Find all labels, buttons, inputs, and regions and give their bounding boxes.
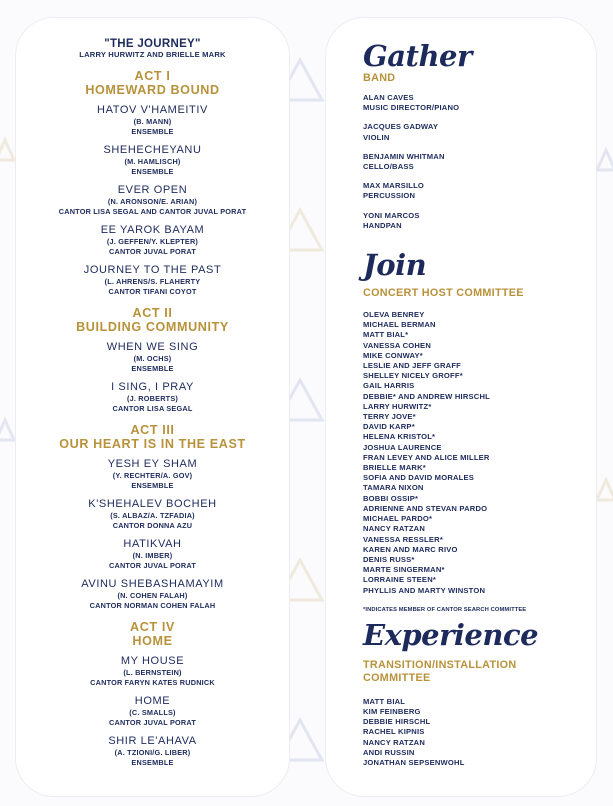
piece-title: K'SHEHALEV BOCHEH <box>88 498 217 510</box>
piece-performer: CANTOR FARYN KATES RUDNICK <box>90 678 215 687</box>
piece-title: HATIKVAH <box>123 538 182 550</box>
credits-panel <box>326 18 596 796</box>
committee-member: VANESSA RESSLER* <box>363 534 443 544</box>
member-name: ALAN CAVES <box>363 93 414 102</box>
piece-item <box>16 655 289 688</box>
program-panel <box>16 18 289 796</box>
act-block <box>16 69 289 297</box>
piece-item <box>16 538 289 571</box>
member-name: YONI MARCOS <box>363 210 420 220</box>
member-role: PERCUSSION <box>363 191 416 201</box>
committee-member: MATT BIAL* <box>363 330 409 340</box>
committee-member: KAREN AND MARC RIVO <box>363 544 458 554</box>
transition-committee-heading: TRANSITION/INSTALLATION COMMITTEE <box>363 658 517 684</box>
committee-member: VANESSA COHEN <box>363 340 431 350</box>
piece-title: EE YAROK BAYAM <box>100 224 205 236</box>
acts-list <box>16 69 289 768</box>
committee-member: LESLIE AND JEFF GRAFF <box>363 361 461 371</box>
band-member <box>363 93 586 113</box>
piece-title: JOURNEY TO THE PAST <box>83 264 222 276</box>
piece-item <box>16 695 289 728</box>
band-member <box>363 152 586 172</box>
act-number: ACT III <box>130 423 175 437</box>
piece-item <box>16 224 289 257</box>
piece-composer: (Y. RECHTER/A. GOV) <box>112 471 193 480</box>
committee-member: MARTE SINGERMAN* <box>363 565 445 575</box>
transition-committee-list <box>363 697 586 768</box>
committee-member: HELENA KRISTOL* <box>363 432 436 442</box>
piece-item <box>16 144 289 177</box>
piece-title: YESH EY SHAM <box>107 458 198 470</box>
act-name: HOME <box>132 634 173 648</box>
piece-performer: ENSEMBLE <box>131 364 174 373</box>
piece-title: HOME <box>134 695 171 707</box>
act-name: HOMEWARD BOUND <box>85 83 220 97</box>
committee-member: TAMARA NIXON <box>363 483 424 493</box>
committee-member: MICHAEL PARDO* <box>363 514 433 524</box>
piece-title: AVINU SHEBASHAMAYIM <box>81 578 224 590</box>
piece-item <box>16 458 289 491</box>
act-block <box>16 306 289 414</box>
act-number: ACT IV <box>130 620 175 634</box>
piece-performer: ENSEMBLE <box>131 127 174 136</box>
piece-title: I SING, I PRAY <box>111 381 194 393</box>
committee-member: LORRAINE STEEN* <box>363 575 437 585</box>
band-list <box>363 93 586 231</box>
piece-performer: CANTOR JUVAL PORAT <box>109 561 196 570</box>
piece-title: SHIR LE'AHAVA <box>108 735 197 747</box>
committee-member: GAIL HARRIS <box>363 381 415 391</box>
piece-item <box>16 498 289 531</box>
piece-composer: (M. OCHS) <box>133 354 172 363</box>
member-role: VIOLIN <box>363 132 390 142</box>
piece-title: MY HOUSE <box>120 655 185 667</box>
committee-member: TERRY JOVE* <box>363 412 416 422</box>
host-committee-list <box>363 310 586 596</box>
band-member <box>363 211 586 231</box>
piece-title: WHEN WE SING <box>106 341 199 353</box>
piece-composer: (A. TZIONI/G. LIBER) <box>114 748 191 757</box>
committee-member: FRAN LEVEY AND ALICE MILLER <box>363 452 490 462</box>
act-name: OUR HEART IS IN THE EAST <box>59 437 246 451</box>
committee-member: NANCY RATZAN <box>363 524 426 534</box>
piece-performer: CANTOR TIFANI COYOT <box>108 287 197 296</box>
committee-member: MIKE CONWAY* <box>363 350 423 360</box>
band-heading: BAND <box>363 72 396 84</box>
piece-composer: (M. HAMLISCH) <box>124 157 181 166</box>
piece-performer: CANTOR JUVAL PORAT <box>109 718 196 727</box>
piece-title: EVER OPEN <box>117 184 188 196</box>
act-block <box>16 423 289 611</box>
piece-performer: CANTOR LISA SEGAL <box>112 404 193 413</box>
piece-composer: (S. ALBAZ/A. TZFADIA) <box>110 511 195 520</box>
band-member <box>363 181 586 201</box>
member-name: BENJAMIN WHITMAN <box>363 151 445 161</box>
committee-member: LARRY HURWITZ* <box>363 401 432 411</box>
piece-item <box>16 184 289 217</box>
piece-title: HATOV V'HAMEITIV <box>97 104 208 116</box>
committee-member: DENIS RUSS* <box>363 554 415 564</box>
member-role: CELLO/BASS <box>363 162 414 172</box>
piece-item <box>16 264 289 297</box>
program-title: "THE JOURNEY" <box>104 38 201 50</box>
committee-member: ADRIENNE AND STEVAN PARDO <box>363 503 488 513</box>
experience-heading: Experience <box>363 617 539 652</box>
act-name: BUILDING COMMUNITY <box>76 320 229 334</box>
committee-member: SOFIA AND DAVID MORALES <box>363 473 475 483</box>
piece-composer: (J. GEFFEN/Y. KLEPTER) <box>106 237 199 246</box>
piece-performer: ENSEMBLE <box>131 481 174 490</box>
committee-member: JONATHAN SEPSENWOHL <box>363 757 465 767</box>
piece-composer: (N. COHEN FALAH) <box>117 591 188 600</box>
act-block <box>16 620 289 768</box>
piece-performer: CANTOR LISA SEGAL AND CANTOR JUVAL PORAT <box>58 207 247 216</box>
join-heading: Join <box>363 248 427 283</box>
piece-performer: ENSEMBLE <box>131 167 174 176</box>
host-committee-heading: CONCERT HOST COMMITTEE <box>363 287 524 300</box>
committee-footnote: *INDICATES MEMBER OF CANTOR SEARCH COMMITTEE <box>363 606 527 613</box>
piece-performer: CANTOR JUVAL PORAT <box>109 247 196 256</box>
piece-composer: (L. AHRENS/S. FLAHERTY <box>104 277 201 286</box>
piece-title: SHEHECHEYANU <box>103 144 202 156</box>
committee-member: MATT BIAL <box>363 696 406 706</box>
committee-member: KIM FEINBERG <box>363 706 421 716</box>
piece-composer: (J. ROBERTS) <box>126 394 179 403</box>
member-role: MUSIC DIRECTOR/PIANO <box>363 103 460 113</box>
piece-item <box>16 735 289 768</box>
piece-composer: (L. BERNSTEIN) <box>123 668 182 677</box>
committee-member: BOBBI OSSIP* <box>363 493 419 503</box>
member-name: MAX MARSILLO <box>363 181 425 191</box>
piece-item <box>16 104 289 137</box>
piece-composer: (N. ARONSON/E. ARIAN) <box>107 197 198 206</box>
piece-item <box>16 341 289 374</box>
member-role: HANDPAN <box>363 220 402 230</box>
committee-member: PHYLLIS AND MARTY WINSTON <box>363 585 486 595</box>
committee-member: DEBBIE HIRSCHL <box>363 717 431 727</box>
member-name: JACQUES GADWAY <box>363 122 439 132</box>
committee-member: NANCY RATZAN <box>363 737 426 747</box>
program-authors: LARRY HURWITZ AND BRIELLE MARK <box>79 50 226 59</box>
committee-member: RACHEL KIPNIS <box>363 727 425 737</box>
piece-performer: CANTOR NORMAN COHEN FALAH <box>89 601 216 610</box>
piece-performer: CANTOR DONNA AZU <box>112 521 193 530</box>
committee-member: DEBBIE* AND ANDREW HIRSCHL <box>363 391 490 401</box>
piece-composer: (C. SMALLS) <box>129 708 176 717</box>
act-number: ACT II <box>132 306 173 320</box>
piece-composer: (B. MANN) <box>133 117 172 126</box>
piece-item <box>16 381 289 414</box>
committee-member: MICHAEL BERMAN <box>363 320 436 330</box>
band-member <box>363 122 586 142</box>
committee-member: OLEVA BENREY <box>363 310 425 320</box>
committee-member: DAVID KARP* <box>363 422 415 432</box>
act-number: ACT I <box>134 69 171 83</box>
piece-performer: ENSEMBLE <box>131 758 174 767</box>
committee-member: ANDI RUSSIN <box>363 747 415 757</box>
piece-item <box>16 578 289 611</box>
committee-member: BRIELLE MARK* <box>363 463 426 473</box>
committee-member: JOSHUA LAURENCE <box>363 442 442 452</box>
committee-member: SHELLEY NICELY GROFF* <box>363 371 463 381</box>
piece-composer: (N. IMBER) <box>132 551 173 560</box>
gather-heading: Gather <box>363 39 472 73</box>
